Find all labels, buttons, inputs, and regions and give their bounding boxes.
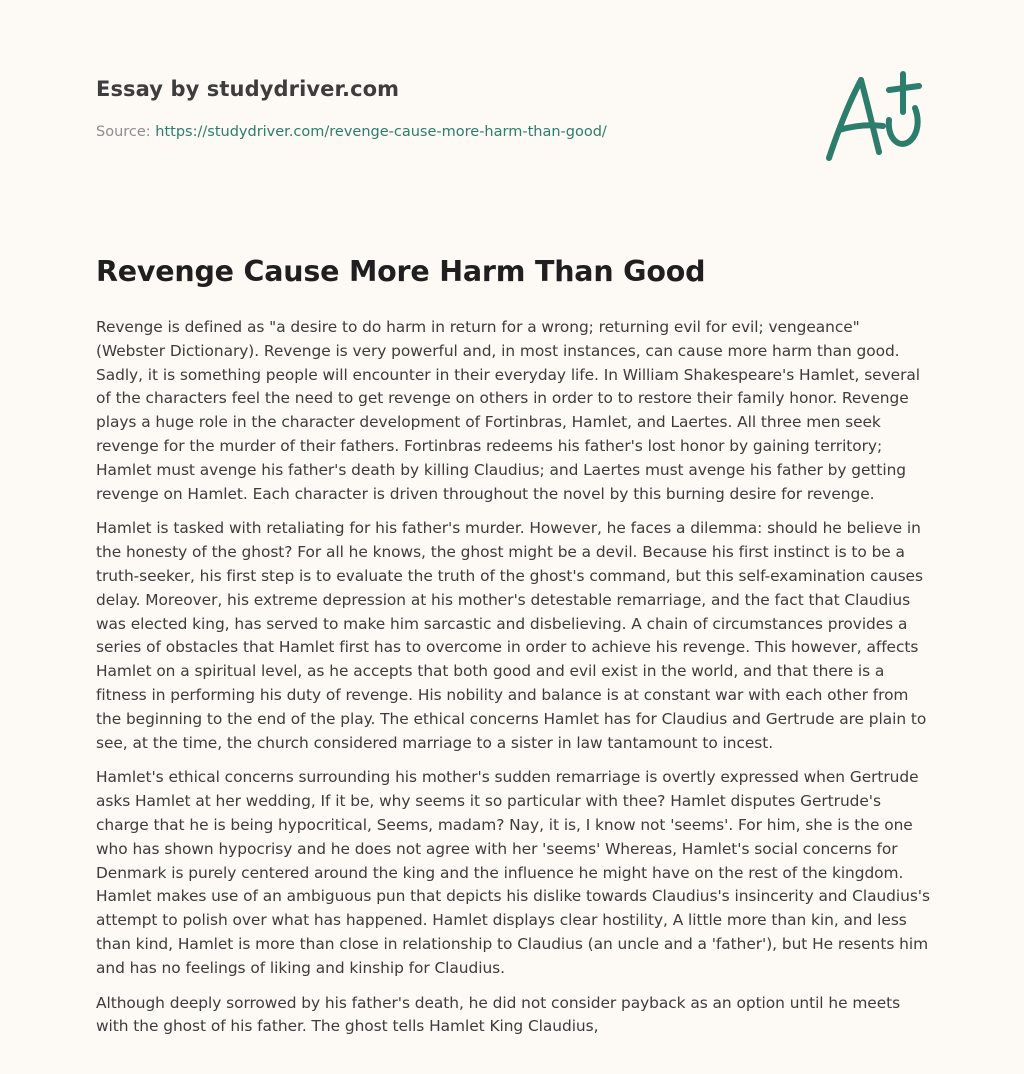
- source-link[interactable]: https://studydriver.com/revenge-cause-more-harm-than-good/: [155, 124, 607, 140]
- essay-title: Revenge Cause More Harm Than Good: [96, 255, 706, 288]
- essay-body: [96, 316, 932, 1050]
- source-label: Source:: [96, 124, 151, 140]
- essay-paragraph-3: Hamlet's ethical concerns surrounding his mother's sudden remarriage is overtly expressed when Gertrude asks Hamlet at her wedding, If it be, why seems it so particular with thee? Hamlet disputes Gertrude's charge that he is being hypocritical, Seems, madam? Nay, it is, I know not 'seems'. For him, she is the one who has shown hypocrisy and he does not agree with her 'seems' Whereas, Hamlet's social concerns for Denmark is purely centered around the king and the influence he might have on the rest of the kingdom. Hamlet makes use of an ambiguous pun that depicts his dislike towards Claudius's insincerity and Claudius's attempt to polish over what has happened. Hamlet displays clear hostility, A little more than kin, and less than kind, Hamlet is more than close in relationship to Claudius (an uncle and a 'father'), but He resents him and has no feelings of liking and kinship for Claudius.: [96, 768, 930, 977]
- source-line: [96, 124, 607, 140]
- essay-paragraph-1: Revenge is defined as "a desire to do harm in return for a wrong; returning evil for evil; vengeance" (Webster Dictionary). Revenge is very powerful and, in most instances, can cause more harm than good. Sadly, it is something people will encounter in their everyday life. In William Shakespeare's Hamlet, several of the characters feel the need to get revenge on others in order to to restore their family honor. Revenge plays a huge role in the character development of Fortinbras, Hamlet, and Laertes. All three men seek revenge for the murder of their fathers. Fortinbras redeems his father's lost honor by gaining territory; Hamlet must avenge his father's death by killing Claudius; and Laertes must avenge his father by getting revenge on Hamlet. Each character is driven throughout the novel by this burning desire for revenge.: [96, 318, 920, 503]
- site-title: Essay by studydriver.com: [96, 77, 400, 101]
- essay-paragraph-4: Although deeply sorrowed by his father's death, he did not consider payback as an option until he meets with the ghost of his father. The ghost tells Hamlet King Claudius,: [96, 993, 901, 1036]
- essay-paragraph-2: Hamlet is tasked with retaliating for his father's murder. However, he faces a dilemma: should he believe in the honesty of the ghost? For all he knows, the ghost might be a devil. Because his first instinct is to be a truth-seeker, his first step is to evaluate the truth of the ghost's command, but this self-examination causes delay. Moreover, his extreme depression at his mother's detestable remarriage, and the fact that Claudius was elected king, has served to make him sarcastic and disbelieving. A chain of circumstances provides a series of obstacles that Hamlet first has to overcome in order to achieve his revenge. This however, affects Hamlet on a spiritual level, as he accepts that both good and evil exist in the world, and that there is a fitness in performing his duty of revenge. His nobility and balance is at constant war with each other from the beginning to the end of the play. The ethical concerns Hamlet has for Claudius and Gertrude are plain to see, at the time, the church considered marriage to a sister in law tantamount to incest.: [96, 519, 927, 752]
- a-plus-logo-icon: [823, 68, 927, 164]
